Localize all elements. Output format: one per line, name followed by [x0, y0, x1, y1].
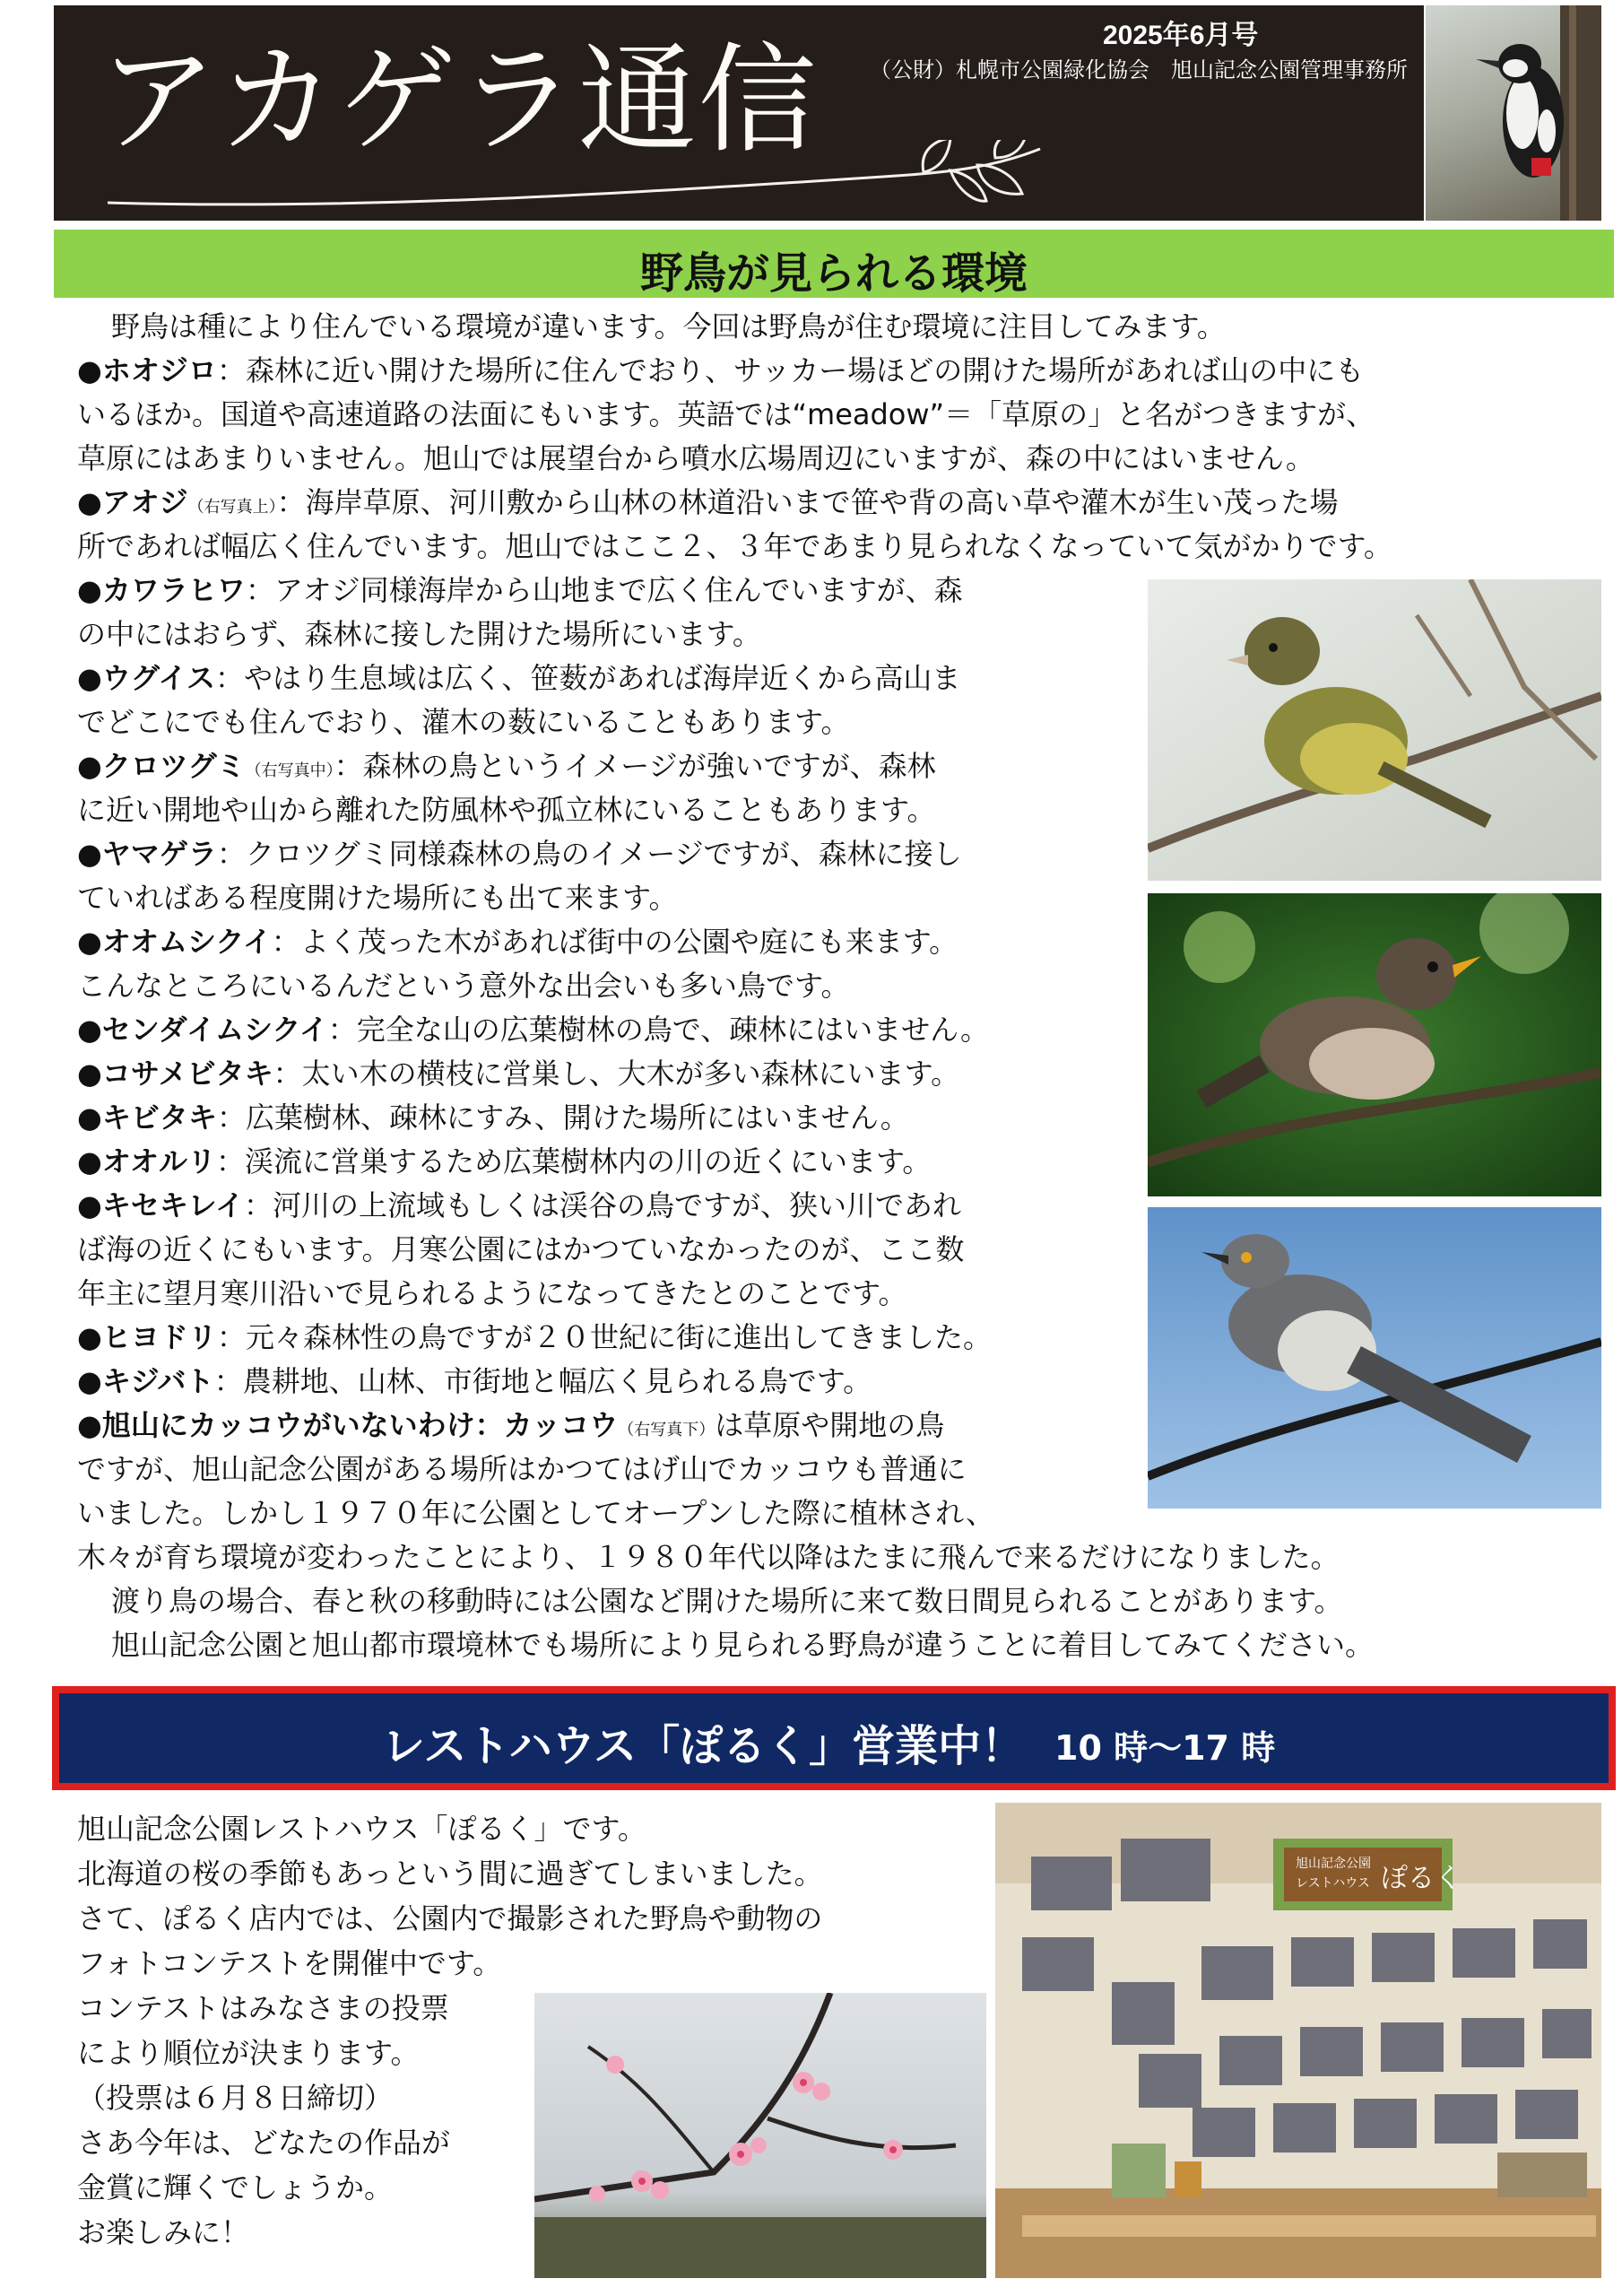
line-text: ていればある程度開けた場所にも出て来ます。: [77, 881, 678, 915]
line-text: ば海の近くにもいます。月寒公園にはかつていなかったのが、ここ数: [77, 1232, 965, 1266]
line-text: いました。しかし１９７０年に公園としてオープンした際に植林され、: [77, 1496, 995, 1530]
article-line: [77, 349, 1601, 393]
line-text: 所であれば幅広く住んでいます。旭山ではここ２、３年であまり見られなくなっていて気がかりです。: [77, 529, 1392, 563]
article-line: [77, 525, 1601, 569]
line-text: ：森林に近い開けた場所に住んでおり、サッカー場ほどの開けた場所があれば山の中にも: [216, 353, 1365, 387]
bird-name: ●ヤマゲラ: [77, 837, 217, 871]
article-line: [77, 744, 1135, 788]
bird-name: ●オオルリ: [77, 1144, 216, 1178]
article-line: [77, 1316, 1135, 1360]
woodpecker-photo: [1426, 5, 1601, 221]
resthouse-line: 金賞に輝くでしょうか。: [77, 2170, 394, 2205]
article-line: [77, 788, 1135, 832]
article-line: [77, 920, 1135, 964]
line-text: ：農耕地、山林、市街地と幅広く見られる鳥です。: [213, 1364, 872, 1398]
article-line: [77, 481, 1601, 525]
resthouse-interior-photo: [995, 1803, 1601, 2278]
resthouse-line: 北海道の桜の季節もあっという間に過ぎてしまいました。: [77, 1857, 823, 1891]
article-line: [77, 1008, 1135, 1052]
article-line: [77, 657, 1135, 700]
sign-line-2: レストハウス: [1296, 1876, 1370, 1891]
article-line: [77, 1184, 1135, 1228]
bird-name: ●旭山にカッコウがいないわけ：カッコウ: [77, 1408, 619, 1442]
article-line: [77, 1623, 1601, 1667]
article-line: [77, 1052, 1135, 1096]
line-text: に近い開地や山から離れた防風林や孤立林にいることもあります。: [77, 793, 936, 827]
resthouse-line: 旭山記念公園レストハウス「ぽるく」です。: [77, 1812, 646, 1846]
resthouse-line: さて、ぽるく店内では、公園内で撮影された野鳥や動物の: [77, 1901, 823, 1935]
article-line: [77, 876, 1135, 920]
resthouse-line: さあ今年は、どなたの作品が: [77, 2126, 451, 2160]
resthouse-line: コンテストはみなさまの投票: [77, 1991, 449, 2025]
article-line: [77, 1228, 1135, 1272]
article-line: [77, 1404, 1135, 1448]
photo-note: （右写真下）: [618, 1421, 716, 1439]
vine-leaf-icon: [90, 140, 1058, 221]
article-line: [77, 613, 1135, 657]
article-line: [77, 700, 1135, 744]
bird-name: ●センダイムシクイ: [77, 1013, 328, 1047]
resthouse-line: お楽しみに！: [77, 2215, 250, 2249]
bird-name: ●ホオジロ: [77, 353, 217, 387]
sign-brand: ぽるく: [1381, 1863, 1462, 1894]
line-text: 木々が育ち環境が変わったことにより、１９８０年代以降はたまに飛んで来るだけになりました。: [77, 1540, 1340, 1574]
bird-name: ●カワラヒワ: [77, 573, 246, 607]
section-banner-birds: [54, 230, 1614, 298]
article-line: [77, 1360, 1135, 1404]
line-text: でどこにでも住んでおり、灌木の薮にいることもあります。: [77, 705, 850, 739]
bird-name: ●クロツグミ: [77, 749, 246, 783]
bird-name: ●キセキレイ: [77, 1188, 245, 1222]
line-text: ：クロツグミ同様森林の鳥のイメージですが、森林に接し: [216, 837, 962, 871]
cherry-blossom-photo: [534, 1993, 986, 2278]
line-text: ：元々森林性の鳥ですが２０世紀に街に進出してきました。: [216, 1320, 992, 1354]
article-line: [77, 1096, 1135, 1140]
line-text: ：広葉樹林、疎林にすみ、開けた場所にはいません。: [216, 1100, 909, 1135]
bird-name: ●ヒヨドリ: [77, 1320, 217, 1354]
bird-name: ●オオムシクイ: [77, 925, 272, 959]
article-line: [77, 1492, 1135, 1535]
article-line: [77, 1579, 1601, 1623]
article-line: [77, 1448, 1135, 1492]
line-text: こんなところにいるんだという意外な出会いも多い鳥です。: [77, 969, 850, 1003]
aoji-photo: [1148, 579, 1601, 881]
issue-date: 2025年6月号: [1103, 21, 1259, 50]
line-text: ：森林の鳥というイメージが強いですが、森林: [334, 749, 936, 783]
line-text: 草原にはあまりいません。旭山では展望台から噴水広場周辺にいますが、森の中にはいません。: [77, 441, 1314, 475]
article-line: [77, 1272, 1135, 1316]
opening-hours: 10 時～17 時: [1054, 1728, 1276, 1768]
kurotsugumi-photo: [1148, 893, 1601, 1196]
woodpecker-illustration: [1426, 5, 1601, 221]
line-text: いるほか。国道や高速道路の法面にもいます。英語では“meadow”＝「草原の」と名がつきますが、: [77, 397, 1375, 431]
resthouse-line: フォトコンテストを開催中です。: [77, 1946, 502, 1980]
line-text: 野鳥は種により住んでいる環境が違います。今回は野鳥が住む環境に注目してみます。: [111, 309, 1226, 344]
line-text: ：太い木の横枝に営巣し、大木が多い森林にいます。: [273, 1057, 960, 1091]
section-title: 野鳥が見られる環境: [639, 248, 1028, 299]
photo-note: （右写真中）: [245, 761, 334, 780]
publisher: （公財）札幌市公園緑化協会 旭山記念公園管理事務所: [870, 57, 1408, 83]
photo-note: （右写真上）: [187, 498, 277, 517]
article-line: [77, 1140, 1135, 1184]
article-line: [77, 393, 1601, 437]
article-line: [77, 964, 1135, 1008]
line-text: ：やはり生息域は広く、笹薮があれば海岸近くから高山ま: [215, 661, 961, 695]
kakkou-photo: [1148, 1207, 1601, 1509]
line-text: ：河川の上流域もしくは渓谷の鳥ですが、狭い川であれ: [244, 1188, 962, 1222]
sign-line-1: 旭山記念公園: [1296, 1857, 1371, 1871]
line-text: ですが、旭山記念公園がある場所はかつてはげ山でカッコウも普通に: [77, 1452, 967, 1486]
masthead: [54, 5, 1424, 221]
resthouse-line: （投票は６月８日締切）: [77, 2081, 394, 2115]
article-line: [77, 569, 1135, 613]
line-text: ：海岸草原、河川敷から山林の林道沿いまで笹や背の高い草や灌木が生い茂った場: [276, 485, 1339, 519]
resthouse-line: により順位が決まります。: [77, 2036, 420, 2070]
article-line: [77, 832, 1135, 876]
bird-name: ●キジバト: [77, 1364, 214, 1398]
article-line: [77, 437, 1601, 481]
line-text: 渡り鳥の場合、春と秋の移動時には公園など開けた場所に来て数日間見られることがあります。: [111, 1584, 1343, 1618]
newsletter-title: アカゲラ通信: [99, 31, 819, 170]
line-text: の中にはおらず、森林に接した開けた場所にいます。: [77, 617, 761, 651]
line-text: ：アオジ同様海岸から山地まで広く住んでいますが、森: [245, 573, 963, 607]
bird-name: ●コサメビタキ: [77, 1057, 273, 1091]
section-title: レストハウス「ぽるく」営業中！: [382, 1721, 1025, 1771]
bird-name: ●アオジ: [77, 485, 188, 519]
article-line: [77, 305, 1601, 349]
line-text: は草原や開地の鳥: [715, 1408, 945, 1442]
line-text: 旭山記念公園と旭山都市環境林でも場所により見られる野鳥が違うことに着目してみてください。: [111, 1628, 1375, 1662]
bird-name: ●ウグイス: [77, 661, 216, 695]
banner-inner: [59, 1693, 1609, 1783]
bird-name: ●キビタキ: [77, 1100, 217, 1135]
line-text: ：よく茂った木があれば街中の公園や庭にも来ます。: [271, 925, 958, 959]
section-banner-resthouse: [52, 1686, 1616, 1790]
line-text: 年主に望月寒川沿いで見られるようになってきたとのことです。: [77, 1276, 907, 1310]
article-line: [77, 1535, 1601, 1579]
line-text: ：渓流に営巣するため広葉樹林内の川の近くにいます。: [215, 1144, 932, 1178]
line-text: ：完全な山の広葉樹林の鳥で、疎林にはいません。: [327, 1013, 990, 1047]
